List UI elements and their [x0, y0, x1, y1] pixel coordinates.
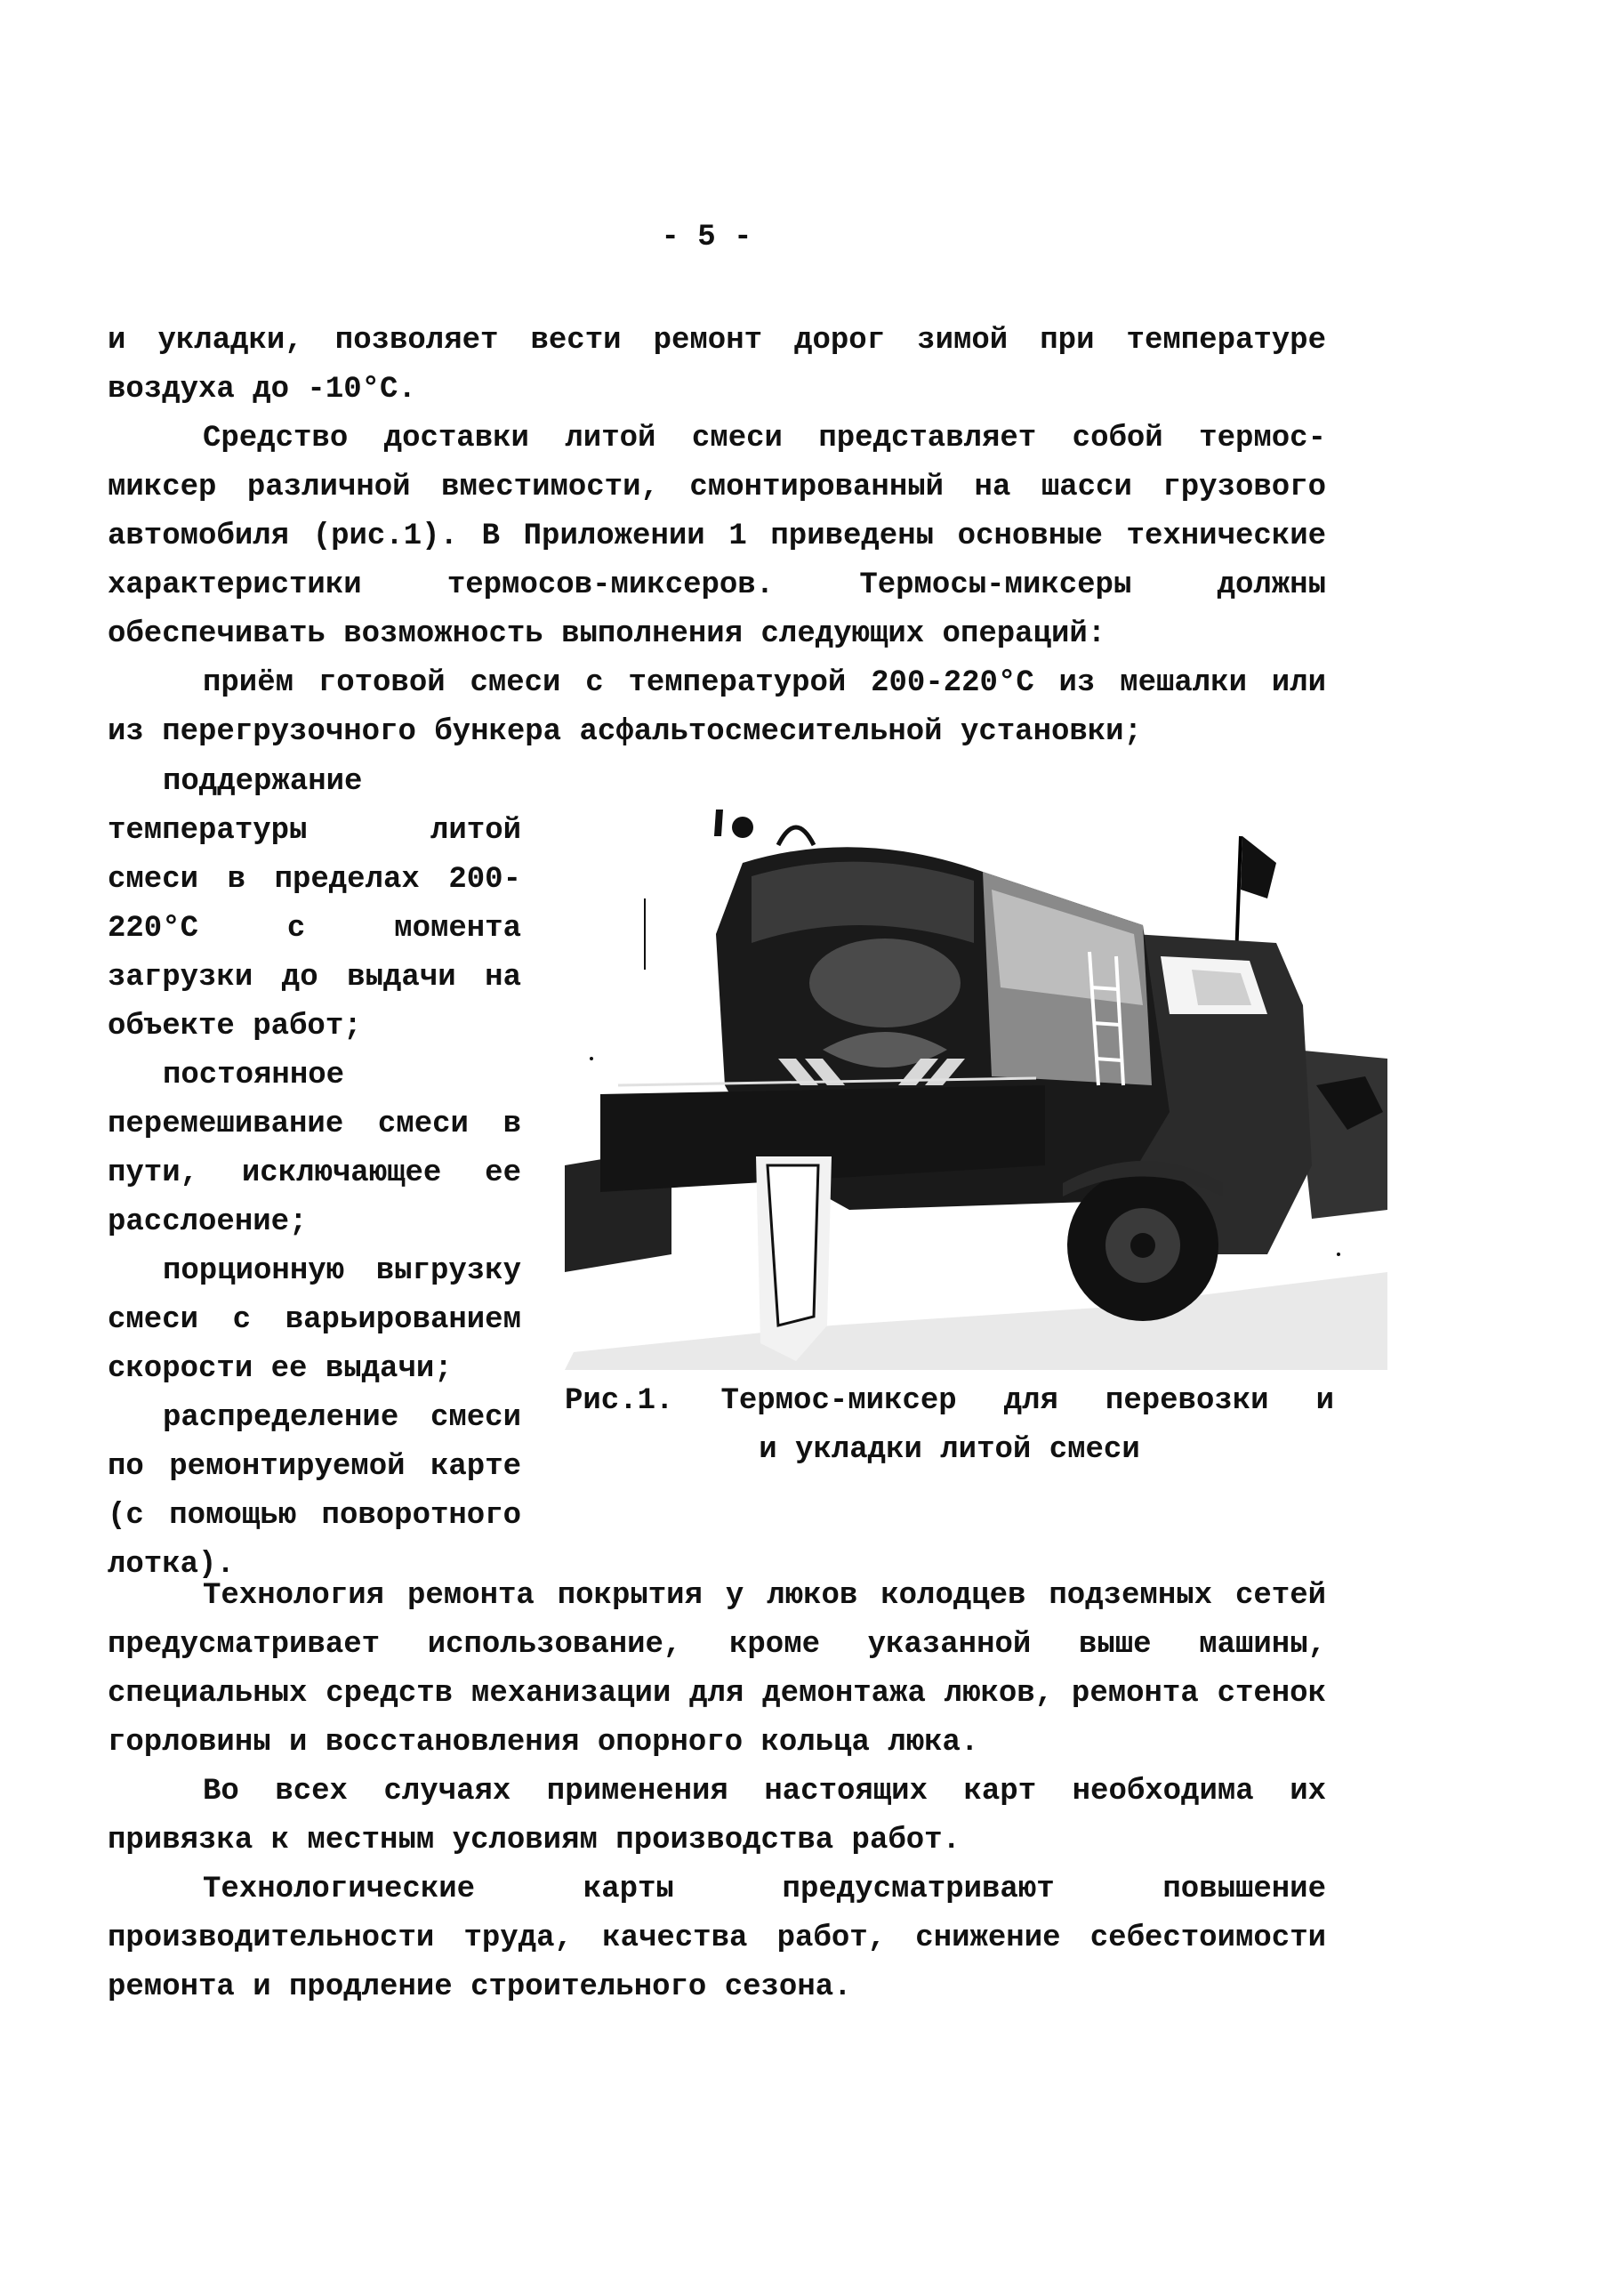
operation-item: порционную выгрузку смеси с варьированием скорости ее выдачи; — [108, 1254, 521, 1386]
closing-paragraph-1: Технология ремонта покрытия у люков колодцев подземных сетей предусматривает использование, кроме указанной выше машины, специальных средств механизации для демонтажа люков, ремонта стенок горловины и восстановления опорного кольца люка. — [108, 1579, 1326, 1760]
intro-paragraph-1: и укладки, позволяет вести ремонт дорог зимой при температуре воздуха до -10°С. — [108, 324, 1326, 407]
intro-paragraph-2: Средство доставки литой смеси представляет собой термос-миксер различной вместимости, смонтированный на шасси грузового автомобиля (рис.1). В Приложении 1 приведены основные технические характеристики термосов-миксеров. Термосы-миксеры должны обеспечивать возможность выполнения следующих операций: — [108, 422, 1326, 651]
operations-list — [108, 758, 521, 1590]
page-number: - 5 - — [661, 221, 752, 254]
operation-item: поддержание температуры литой смеси в пределах 200-220°С с момента загрузки до выдачи на объекте работ; — [108, 765, 521, 1043]
operation-item: постоянное перемешивание смеси в пути, исключающее ее расслоение; — [108, 1059, 521, 1239]
operation-item: распределение смеси по ремонтируемой карте (с помощью поворотного лотка). — [108, 1401, 521, 1582]
thermos-mixer-photo — [565, 792, 1387, 1370]
intro-paragraph-3: приём готовой смеси с температурой 200-220°С из мешалки или из перегрузочного бункера асфальтосмесительной установки; — [108, 666, 1326, 749]
figure-caption — [565, 1377, 1334, 1475]
closing-paragraph-2: Во всех случаях применения настоящих карт необходима их привязка к местным условиям производства работ. — [108, 1775, 1326, 1857]
caption-line-1: Рис.1. Термос-миксер для перевозки и — [565, 1384, 1334, 1418]
caption-line-2: и укладки литой смеси — [759, 1433, 1140, 1467]
closing-paragraph-3: Технологические карты предусматривают повышение производительности труда, качества работ, снижение себестоимости ремонта и продление строительного сезона. — [108, 1873, 1326, 2004]
